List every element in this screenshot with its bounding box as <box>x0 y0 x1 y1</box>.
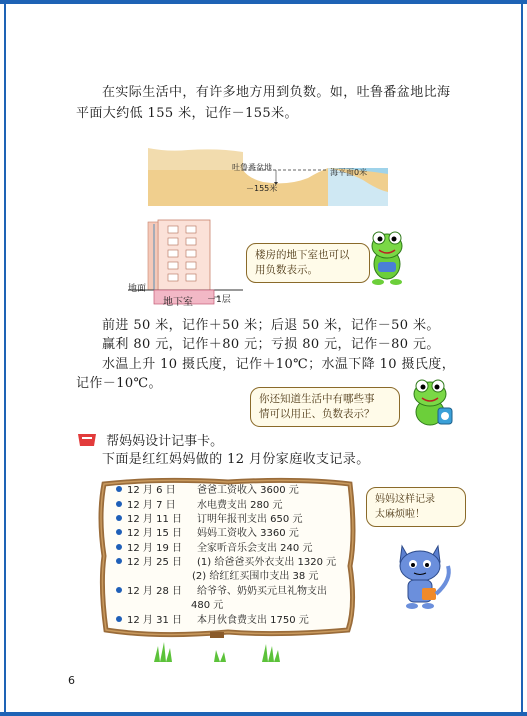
speech-bubble-question <box>250 387 400 427</box>
record-date: 12 月 28 日 <box>127 586 182 597</box>
record-row <box>116 499 282 512</box>
record-row <box>116 527 299 540</box>
speech-bubble-cat <box>366 487 466 527</box>
record-date: 12 月 25 日 <box>127 557 182 568</box>
bubble3-line-1: 妈妈这样记录 <box>375 494 435 505</box>
example-line-4: 记作－10℃。 <box>76 376 162 391</box>
building-side <box>148 222 158 290</box>
record-date: 12 月 31 日 <box>127 615 182 626</box>
basin-label: 吐鲁番盆地 <box>232 163 272 172</box>
section-heading <box>76 430 223 449</box>
bubble3-line-2: 太麻烦啦！ <box>375 509 425 520</box>
bubble2-line-1: 你还知道生活中有哪些事 <box>259 393 375 405</box>
frog-mascot-icon <box>364 228 410 286</box>
bullet-icon <box>116 616 122 622</box>
bullet-icon <box>116 501 122 507</box>
depth-label: －155米 <box>246 184 278 193</box>
record-row-continued <box>191 599 223 612</box>
record-text: 妈妈工资收入 3360 元 <box>197 528 299 539</box>
floor-label: －1层 <box>207 295 231 305</box>
page-border-right <box>521 0 523 716</box>
bullet-icon <box>116 515 122 521</box>
speech-bubble-basement <box>246 243 370 283</box>
record-row <box>116 556 336 569</box>
record-text: 水电费支出 280 元 <box>197 500 283 511</box>
record-text: 全家听音乐会支出 240 元 <box>197 543 313 554</box>
record-row <box>116 585 327 598</box>
bullet-icon <box>116 486 122 492</box>
bubble2-line-2: 情可以用正、负数表示？ <box>259 408 375 420</box>
record-date: 12 月 11 日 <box>127 514 182 525</box>
example-line-3: 水温上升 10 摄氏度，记作＋10℃；水温下降 10 摄氏度， <box>102 357 456 372</box>
sea-level-label: 海平面0米 <box>330 168 368 177</box>
blue-cat-mascot-icon <box>392 540 458 612</box>
building-body <box>158 220 210 290</box>
record-date: 12 月 19 日 <box>127 543 182 554</box>
example-line-2: 赢利 80 元，记作＋80 元；亏损 80 元，记作－80 元。 <box>102 337 440 352</box>
record-text: 订明年报刊支出 650 元 <box>197 514 303 525</box>
record-text: 480 元 <box>191 600 224 611</box>
bubble1-line-1: 楼房的地下室也可以 <box>255 249 350 261</box>
bubble1-line-2: 用负数表示。 <box>255 264 318 276</box>
ground-label: 地面 <box>128 284 147 294</box>
grass-tufts-icon <box>150 636 290 662</box>
page-number: 6 <box>68 674 75 687</box>
desert-sand-left <box>148 148 243 170</box>
bullet-icon <box>116 558 122 564</box>
record-text: 爸爸工资收入 3600 元 <box>197 485 299 496</box>
record-row <box>116 542 312 555</box>
page-border-top <box>0 0 527 4</box>
record-text: (1) 给爸爸买外衣支出 1320 元 <box>197 557 337 568</box>
basement-label: 地下室 <box>163 297 193 308</box>
record-date: 12 月 15 日 <box>127 528 182 539</box>
intro-line-1: 在实际生活中，有许多地方用到负数。如，吐鲁番盆地比海 <box>102 85 451 100</box>
bullet-icon <box>116 529 122 535</box>
record-text: 本月伙食费支出 1750 元 <box>197 615 309 626</box>
page-border-bottom <box>0 712 527 716</box>
bullet-icon <box>116 544 122 550</box>
bullet-icon <box>116 587 122 593</box>
record-row <box>116 513 302 526</box>
record-row <box>116 484 299 497</box>
record-row <box>116 614 309 627</box>
frog-mascot-phone-icon <box>404 378 456 430</box>
record-row-continued <box>192 570 318 583</box>
record-date: 12 月 6 日 <box>127 485 176 496</box>
section-subtitle: 下面是红红妈妈做的 12 月份家庭收支记录。 <box>102 452 370 467</box>
record-text: 给爷爷、奶奶买元旦礼物支出 <box>197 586 327 597</box>
example-line-1: 前进 50 米，记作＋50 米；后退 50 米，记作－50 米。 <box>102 318 440 333</box>
section-title: 帮妈妈设计记事卡。 <box>106 434 224 449</box>
page-border-left <box>4 0 6 716</box>
record-text: (2) 给红红买围巾支出 38 元 <box>192 571 319 582</box>
task-badge-icon <box>76 432 98 448</box>
intro-line-2: 平面大约低 155 米，记作－155米。 <box>76 106 298 121</box>
record-date: 12 月 7 日 <box>127 500 176 511</box>
